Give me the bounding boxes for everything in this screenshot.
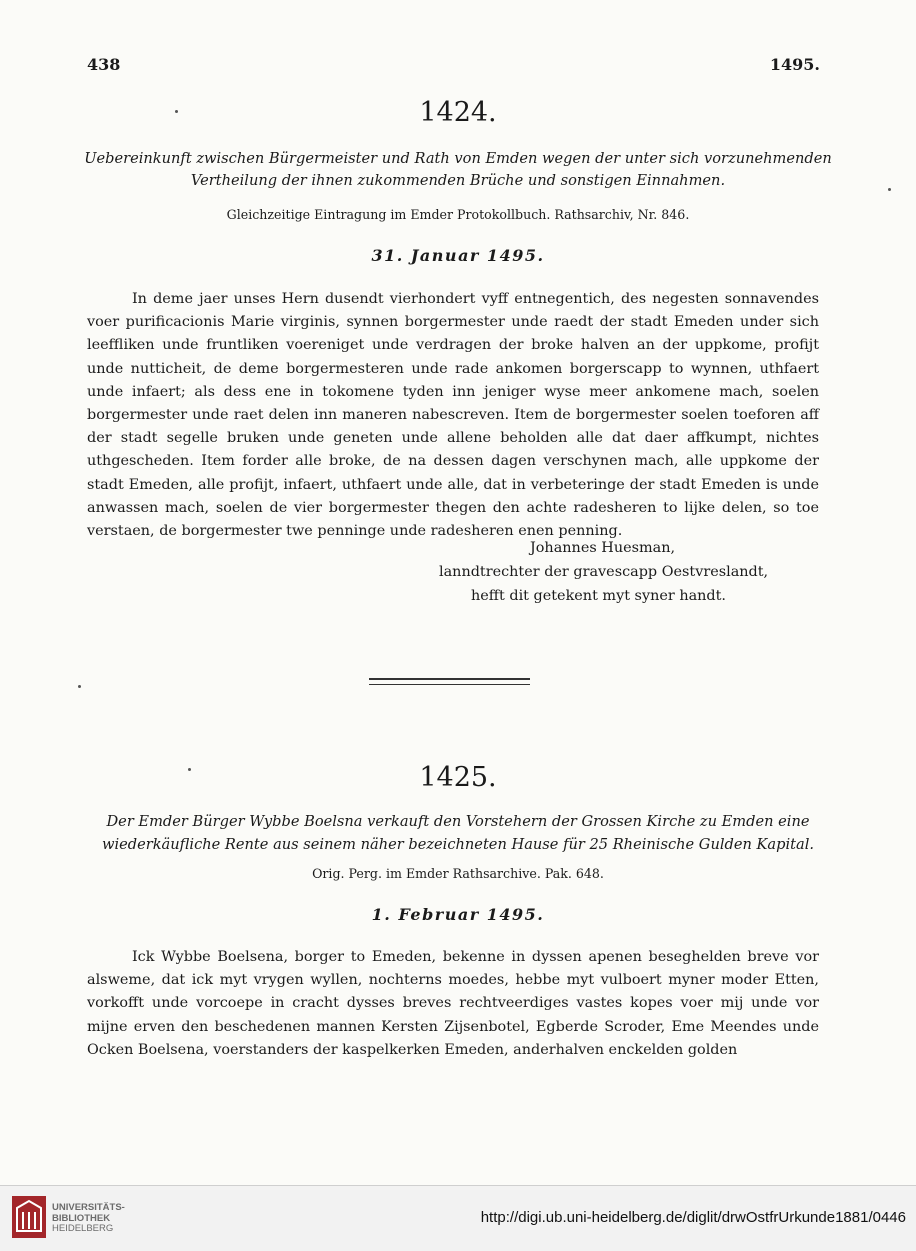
permalink-url[interactable]: http://digi.ub.uni-heidelberg.de/diglit/drwOstfrUrkunde1881/0446: [480, 1209, 906, 1226]
document-number-1425: 1425.: [419, 762, 497, 793]
library-name-line1: UNIVERSITÄTS-: [52, 1202, 125, 1213]
signature-note: hefft dit getekent myt syner handt.: [471, 588, 726, 604]
header-year: 1495.: [769, 55, 820, 74]
body-paragraph: In deme jaer unses Hern dusendt vierhondert vyff entnegentich, des negesten sonnavendes voer purificacionis Marie virginis, synnen borgermester unde raedt der stadt Emeden under sich leeffliken unde fruntliken voereniget unde verdragen der broke halven an der uppkome, profijt unde nutticheit, de deme borgermesteren unde rade ankomen borgerscapp to wynnen, uthfaert unde infaert; als dess ene in tokomene tyden inn jeniger wyse meer ankomene mach, soelen borgermester unde raet delen inn maneren nabescreven. Item de borgermester soelen toeforen aff der stadt segelle bruken unde geneten unde allene beholden alle dat daer affkumpt, nichtes uthgescheden. Item forder alle broke, de na dessen dagen verschynen mach, alle uppkome der stadt Emeden, alle profijt, infaert, uthfaert unde alle, dat in verbeteringe der stadt Emeden is unde anwassen mach, soelen de vier borgermester thegen den achte radesheren to lijke delen, so toe verstaen, de borgermester twe penninge unde radesheren enen penning.: [87, 291, 819, 540]
scan-speck: [78, 685, 81, 688]
library-name-line2: BIBLIOTHEK: [52, 1212, 111, 1224]
scan-speck: [175, 110, 178, 113]
document-title-line2: Vertheilung der ihnen zukommenden Brüche und sonstigen Einnahmen.: [190, 172, 726, 189]
scan-speck: [188, 768, 191, 771]
scan-speck: [888, 188, 891, 191]
university-library-logo-icon: [12, 1196, 46, 1238]
section-divider: [369, 678, 530, 680]
document-date: 1. Februar 1495.: [371, 905, 545, 924]
library-name: [52, 1203, 125, 1235]
body-paragraph: Ick Wybbe Boelsena, borger to Emeden, bekenne in dyssen apenen beseghelden breve vor alsweme, dat ick myt vrygen wyllen, nochterns moedes, hebbe myt vulboert myner moder Etten, vorkofft unde vorcoepe in cracht dysses breves rechtveerdiges vastes kopes voer mij unde vor mijne erven den beschedenen mannen Kersten Zijsenbotel, Egberde Scroder, Eme Meendes unde Ocken Boelsena, voerstanders der kaspelkerken Emeden, anderhalven enckelden golden: [87, 949, 819, 1058]
document-body: [87, 288, 819, 543]
document-body: [87, 946, 819, 1062]
document-title-line1: Uebereinkunft zwischen Bürgermeister und Rath von Emden wegen der unter sich vorzunehmenden: [84, 150, 832, 167]
document-title-line2: wiederkäufliche Rente aus seinem näher bezeichneten Hause für 25 Rheinische Gulden Kapital.: [101, 836, 815, 853]
section-divider-thin: [369, 684, 530, 685]
signature-title: lanndtrechter der gravescapp Oestvreslandt,: [439, 564, 769, 580]
document-title-line1: Der Emder Bürger Wybbe Boelsna verkauft den Vorstehern der Grossen Kirche zu Emden eine: [106, 813, 810, 830]
library-name-line3: HEIDELBERG: [52, 1223, 114, 1234]
source-note: Gleichzeitige Eintragung im Emder Protokollbuch. Rathsarchiv, Nr. 846.: [226, 207, 690, 222]
document-date: 31. Januar 1495.: [371, 246, 545, 265]
source-note: Orig. Perg. im Emder Rathsarchive. Pak. 648.: [312, 866, 604, 881]
document-number-1424: 1424.: [419, 97, 497, 128]
viewer-footer: [0, 1185, 916, 1251]
page-number: 438: [87, 55, 121, 74]
signature-name: Johannes Huesman,: [530, 540, 676, 556]
